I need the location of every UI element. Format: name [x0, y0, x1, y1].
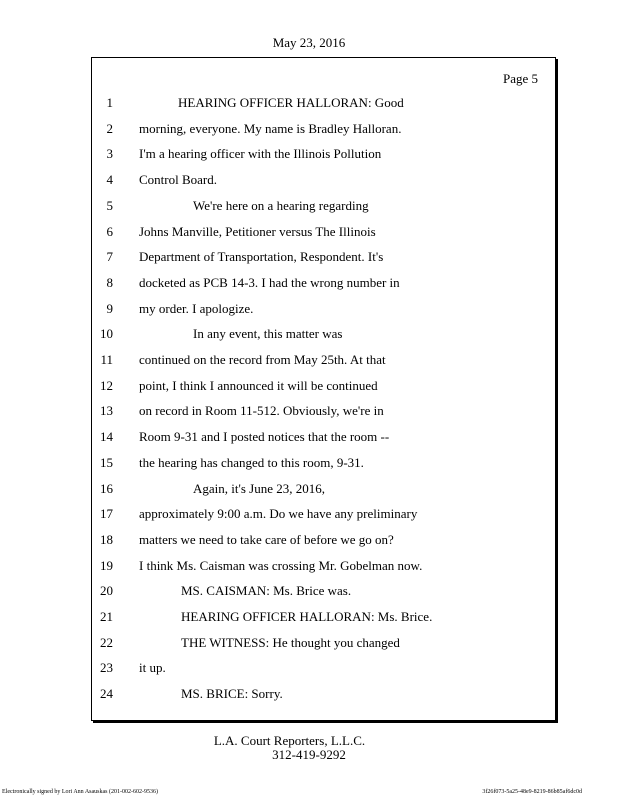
- line-number: 5: [106, 198, 113, 213]
- transcript-line: continued on the record from May 25th. At that: [139, 352, 386, 367]
- transcript-line: my order. I apologize.: [139, 301, 254, 316]
- transcript-line: I think Ms. Caisman was crossing Mr. Gobelman now.: [139, 558, 423, 573]
- transcript-line: point, I think I announced it will be continued: [139, 378, 378, 393]
- transcript-line: matters we need to take care of before we go on?: [139, 532, 394, 547]
- line-number: 17: [100, 506, 113, 521]
- line-number: 4: [106, 172, 113, 187]
- transcript-line: the hearing has changed to this room, 9-31.: [139, 455, 364, 470]
- transcript-line: Johns Manville, Petitioner versus The Illinois: [139, 224, 376, 239]
- transcript-line: it up.: [139, 660, 166, 675]
- transcript-line: HEARING OFFICER HALLORAN: Ms. Brice.: [181, 609, 433, 624]
- line-number: 11: [100, 352, 113, 367]
- line-number: 15: [100, 455, 113, 470]
- line-number: 22: [100, 635, 113, 650]
- line-number: 7: [106, 249, 113, 264]
- line-number: 23: [100, 660, 113, 675]
- transcript-line: In any event, this matter was: [193, 326, 343, 341]
- document-id: 3f26f073-5a25-48e9-8219-86b85af6dc0d: [482, 789, 582, 795]
- line-number: 13: [100, 403, 113, 418]
- line-number: 24: [100, 686, 113, 701]
- line-number: 10: [100, 326, 113, 341]
- line-number: 3: [106, 146, 113, 161]
- line-number: 16: [100, 481, 113, 496]
- line-number: 1: [106, 95, 113, 110]
- line-number: 6: [106, 224, 113, 239]
- line-number: 20: [100, 583, 113, 598]
- transcript-line: approximately 9:00 a.m. Do we have any preliminary: [139, 506, 418, 521]
- transcript-line: We're here on a hearing regarding: [193, 198, 369, 213]
- transcript-line: HEARING OFFICER HALLORAN: Good: [178, 95, 404, 110]
- line-number: 14: [100, 429, 113, 444]
- transcript-line: THE WITNESS: He thought you changed: [181, 635, 400, 650]
- transcript-line: Again, it's June 23, 2016,: [193, 481, 325, 496]
- line-number: 9: [106, 301, 113, 316]
- electronic-signature: Electronically signed by Lori Ann Asauskas (201-002-602-9536): [2, 789, 158, 795]
- transcript-line: I'm a hearing officer with the Illinois Pollution: [139, 146, 382, 161]
- page-number: Page 5: [502, 71, 538, 86]
- footer-company: L.A. Court Reporters, L.L.C.: [213, 733, 366, 748]
- footer-phone: 312-419-9292: [272, 747, 346, 762]
- transcript-line: Department of Transportation, Respondent. It's: [139, 249, 384, 264]
- transcript-line: Control Board.: [139, 172, 217, 187]
- line-number: 18: [100, 532, 113, 547]
- transcript-line: morning, everyone. My name is Bradley Halloran.: [139, 121, 402, 136]
- transcript-line: on record in Room 11-512. Obviously, we're in: [139, 403, 384, 418]
- header-date: May 23, 2016: [272, 35, 346, 50]
- line-number: 21: [100, 609, 113, 624]
- transcript-line: MS. BRICE: Sorry.: [181, 686, 283, 701]
- transcript-line: MS. CAISMAN: Ms. Brice was.: [181, 583, 352, 598]
- transcript-line: docketed as PCB 14-3. I had the wrong number in: [139, 275, 400, 290]
- transcript-line: Room 9-31 and I posted notices that the room --: [139, 429, 390, 444]
- line-number: 12: [100, 378, 113, 393]
- line-number: 19: [100, 558, 113, 573]
- line-number: 2: [106, 121, 113, 136]
- line-number: 8: [106, 275, 113, 290]
